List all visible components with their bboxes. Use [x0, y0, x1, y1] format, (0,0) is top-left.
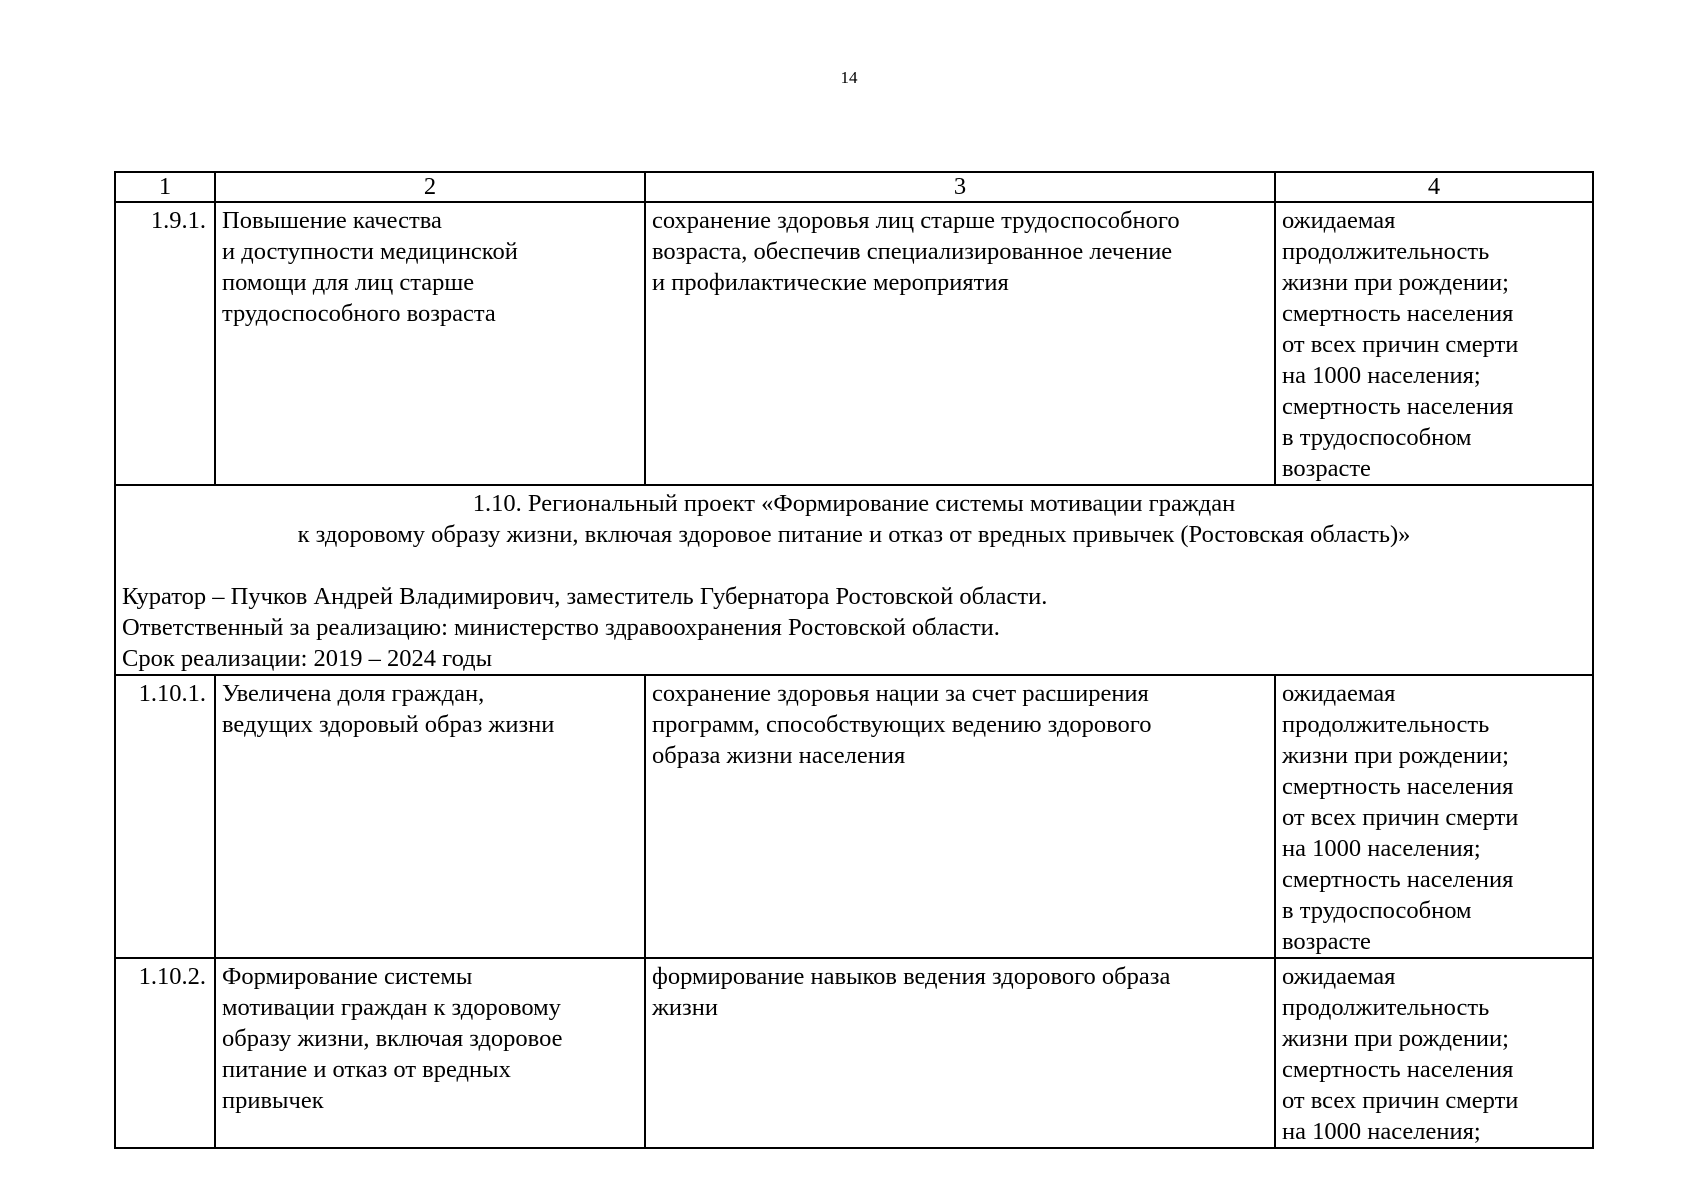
cell-line: продолжительность — [1282, 994, 1490, 1021]
cell-line: смертность населения — [1282, 773, 1514, 800]
characteristic-cell — [645, 675, 1275, 958]
characteristic-cell — [645, 202, 1275, 485]
responsible-text: Ответственный за реализацию: министерство здравоохранения Ростовской области. — [122, 614, 1000, 641]
cell-line: смертность населения — [1282, 300, 1514, 327]
cell-line: на 1000 населения; — [1282, 1118, 1481, 1145]
task-cell — [215, 202, 645, 485]
indicator-cell — [1275, 958, 1593, 1148]
cell-line: в трудоспособном — [1282, 424, 1472, 451]
cell-line: возраста, обеспечив специализированное лечение — [652, 238, 1173, 265]
cell-line: от всех причин смерти — [1282, 1087, 1519, 1114]
section-title: к здоровому образу жизни, включая здоровое питание и отказ от вредных привычек (Ростовская область)» — [297, 521, 1411, 548]
cell-line: Увеличена доля граждан, — [222, 680, 485, 707]
header-cell: 1 — [115, 172, 215, 202]
task-cell — [215, 675, 645, 958]
table-row — [115, 202, 1593, 485]
cell-line: от всех причин смерти — [1282, 804, 1519, 831]
indicator-cell — [1275, 202, 1593, 485]
cell-line: питание и отказ от вредных — [222, 1056, 511, 1083]
cell-line: ожидаемая — [1282, 207, 1396, 234]
header-cell: 2 — [215, 172, 645, 202]
row-number: 1.10.2. — [115, 958, 215, 1148]
term-text: Срок реализации: 2019 – 2024 годы — [122, 645, 493, 672]
cell-line: Повышение качества — [222, 207, 442, 234]
row-number: 1.10.1. — [115, 675, 215, 958]
cell-line: жизни при рождении; — [1282, 742, 1509, 769]
cell-line: и профилактические мероприятия — [652, 269, 1009, 296]
table-row — [115, 958, 1593, 1148]
cell-line: на 1000 населения; — [1282, 362, 1481, 389]
cell-line: смертность населения — [1282, 866, 1514, 893]
cell-line: смертность населения — [1282, 1056, 1514, 1083]
cell-line: возрасте — [1282, 455, 1371, 482]
cell-line: продолжительность — [1282, 711, 1490, 738]
cell-line: жизни при рождении; — [1282, 1025, 1509, 1052]
cell-line: на 1000 населения; — [1282, 835, 1481, 862]
curator-text: Куратор – Пучков Андрей Владимирович, заместитель Губернатора Ростовской области. — [122, 583, 1048, 610]
cell-line: продолжительность — [1282, 238, 1490, 265]
cell-line: в трудоспособном — [1282, 897, 1472, 924]
cell-line: программ, способствующих ведению здорового — [652, 711, 1152, 738]
cell-line: ожидаемая — [1282, 963, 1396, 990]
indicator-cell — [1275, 675, 1593, 958]
cell-line: жизни при рождении; — [1282, 269, 1509, 296]
cell-line: ожидаемая — [1282, 680, 1396, 707]
page-number: 14 — [840, 68, 858, 87]
cell-line: образа жизни населения — [652, 742, 906, 769]
cell-line: и доступности медицинской — [222, 238, 518, 265]
section-row — [115, 485, 1593, 675]
cell-line: Формирование системы — [222, 963, 473, 990]
table-row — [115, 675, 1593, 958]
table-header-row — [115, 172, 1593, 202]
section-cell — [115, 485, 1593, 675]
cell-line: образу жизни, включая здоровое — [222, 1025, 563, 1052]
row-number: 1.9.1. — [115, 202, 215, 485]
section-title: 1.10. Региональный проект «Формирование системы мотивации граждан — [472, 490, 1236, 517]
task-cell — [215, 958, 645, 1148]
cell-line: мотивации граждан к здоровому — [222, 994, 561, 1021]
program-table — [114, 171, 1594, 1149]
cell-line: смертность населения — [1282, 393, 1514, 420]
cell-line: возрасте — [1282, 928, 1371, 955]
cell-line: от всех причин смерти — [1282, 331, 1519, 358]
header-cell: 4 — [1275, 172, 1593, 202]
header-cell: 3 — [645, 172, 1275, 202]
cell-line: привычек — [222, 1087, 324, 1114]
cell-line: помощи для лиц старше — [222, 269, 475, 296]
cell-line: формирование навыков ведения здорового образа — [652, 963, 1171, 990]
characteristic-cell — [645, 958, 1275, 1148]
cell-line: жизни — [652, 994, 718, 1021]
cell-line: сохранение здоровья нации за счет расширения — [652, 680, 1149, 707]
cell-line: ведущих здоровый образ жизни — [222, 711, 555, 738]
cell-line: трудоспособного возраста — [222, 300, 496, 327]
cell-line: сохранение здоровья лиц старше трудоспособного — [652, 207, 1180, 234]
